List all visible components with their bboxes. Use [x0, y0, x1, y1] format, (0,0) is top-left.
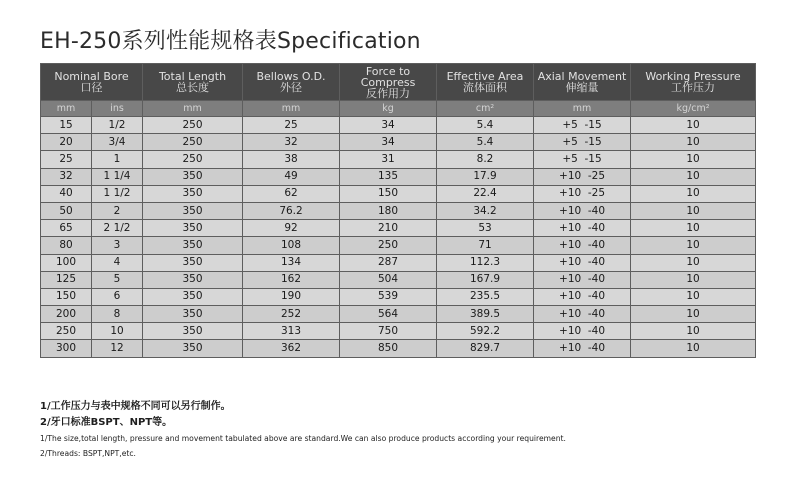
- table-cell: 10: [631, 340, 756, 357]
- table-cell: 350: [143, 271, 243, 288]
- unit-cell: kg: [340, 101, 437, 117]
- table-cell: 10: [631, 306, 756, 323]
- units-row: [41, 101, 756, 117]
- table-cell: 829.7: [437, 340, 534, 357]
- table-cell: +10 -25: [534, 185, 631, 202]
- note-line: 1/工作压力与表中规格不同可以另行制作。: [40, 401, 231, 412]
- page-title: EH-250系列性能规格表Specification: [40, 29, 421, 54]
- table-row: [41, 134, 756, 151]
- table-cell: 250: [340, 237, 437, 254]
- table-cell: 10: [631, 237, 756, 254]
- table-cell: +10 -40: [534, 202, 631, 219]
- table-row: [41, 237, 756, 254]
- table-cell: 389.5: [437, 306, 534, 323]
- table-cell: 200: [41, 306, 92, 323]
- table-cell: 350: [143, 168, 243, 185]
- table-cell: 1 1/4: [92, 168, 143, 185]
- table-cell: 12: [92, 340, 143, 357]
- table-row: [41, 220, 756, 237]
- table-cell: 1 1/2: [92, 185, 143, 202]
- table-cell: +10 -40: [534, 254, 631, 271]
- header-label-en: Total Length: [158, 70, 227, 83]
- table-row: [41, 288, 756, 305]
- table-cell: 2 1/2: [92, 220, 143, 237]
- table-cell: 10: [631, 202, 756, 219]
- table-cell: 10: [631, 168, 756, 185]
- table-cell: 53: [437, 220, 534, 237]
- header-label-en: Bellows O.D.: [256, 70, 326, 83]
- table-cell: 34: [340, 134, 437, 151]
- table-cell: 8: [92, 306, 143, 323]
- table-cell: 15: [41, 117, 92, 134]
- table-row: [41, 340, 756, 357]
- table-row: [41, 271, 756, 288]
- unit-cell: cm²: [437, 101, 534, 117]
- table-cell: 76.2: [243, 202, 340, 219]
- table-cell: 5.4: [437, 134, 534, 151]
- header-label-en: Force to Compress: [360, 64, 416, 89]
- table-body: [41, 117, 756, 358]
- table-row: [41, 168, 756, 185]
- table-row: [41, 254, 756, 271]
- table-cell: +10 -40: [534, 340, 631, 357]
- header-label-cn: 反作用力: [366, 86, 411, 100]
- table-cell: 150: [340, 185, 437, 202]
- table-cell: 32: [243, 134, 340, 151]
- notes-chinese: [40, 399, 231, 431]
- table-row: [41, 185, 756, 202]
- table-cell: 50: [41, 202, 92, 219]
- table-cell: 34: [340, 117, 437, 134]
- table-cell: 350: [143, 237, 243, 254]
- table-cell: 10: [631, 151, 756, 168]
- note-line: 2/牙口标准BSPT、NPT等。: [40, 417, 173, 428]
- table-cell: 31: [340, 151, 437, 168]
- table-cell: 5.4: [437, 117, 534, 134]
- table-row: [41, 306, 756, 323]
- unit-cell: mm: [534, 101, 631, 117]
- unit-cell: mm: [41, 101, 92, 117]
- table-cell: 210: [340, 220, 437, 237]
- table-cell: +10 -40: [534, 306, 631, 323]
- table-cell: 167.9: [437, 271, 534, 288]
- table-cell: 350: [143, 323, 243, 340]
- table-cell: 40: [41, 185, 92, 202]
- table-cell: 25: [243, 117, 340, 134]
- table-cell: 252: [243, 306, 340, 323]
- table-cell: 25: [41, 151, 92, 168]
- table-cell: 134: [243, 254, 340, 271]
- table-cell: 135: [340, 168, 437, 185]
- table-cell: +10 -25: [534, 168, 631, 185]
- table-row: [41, 323, 756, 340]
- header-nominal-bore: [41, 64, 143, 101]
- table-cell: 250: [143, 134, 243, 151]
- table-cell: 300: [41, 340, 92, 357]
- header-label-cn: 外径: [280, 81, 303, 94]
- header-label-cn: 总长度: [176, 81, 210, 94]
- table-cell: 108: [243, 237, 340, 254]
- table-cell: 65: [41, 220, 92, 237]
- table-cell: 100: [41, 254, 92, 271]
- header-working-pressure: [631, 64, 756, 101]
- table-cell: 350: [143, 288, 243, 305]
- table-cell: 350: [143, 254, 243, 271]
- table-cell: 125: [41, 271, 92, 288]
- table-cell: 539: [340, 288, 437, 305]
- table-cell: 3: [92, 237, 143, 254]
- table-cell: +5 -15: [534, 117, 631, 134]
- table-row: [41, 117, 756, 134]
- table-cell: 287: [340, 254, 437, 271]
- header-label-en: Nominal Bore: [54, 70, 129, 83]
- header-bellows-od: [243, 64, 340, 101]
- table-cell: 10: [631, 323, 756, 340]
- unit-cell: ins: [92, 101, 143, 117]
- table-cell: 504: [340, 271, 437, 288]
- table-cell: +10 -40: [534, 288, 631, 305]
- table-cell: 350: [143, 340, 243, 357]
- table-cell: 3/4: [92, 134, 143, 151]
- unit-cell: kg/cm²: [631, 101, 756, 117]
- table-cell: 180: [340, 202, 437, 219]
- header-force-to-compress: [340, 64, 437, 101]
- table-cell: 10: [631, 134, 756, 151]
- table-cell: +10 -40: [534, 271, 631, 288]
- table-cell: 62: [243, 185, 340, 202]
- table-cell: 10: [92, 323, 143, 340]
- table-cell: 162: [243, 271, 340, 288]
- table-cell: 362: [243, 340, 340, 357]
- table-row: [41, 151, 756, 168]
- table-cell: 1: [92, 151, 143, 168]
- table-cell: 5: [92, 271, 143, 288]
- table-cell: 38: [243, 151, 340, 168]
- table-cell: 34.2: [437, 202, 534, 219]
- table-cell: 20: [41, 134, 92, 151]
- notes-english: [40, 431, 566, 461]
- table-cell: +5 -15: [534, 151, 631, 168]
- header-label-en: Effective Area: [446, 70, 524, 83]
- table-cell: 564: [340, 306, 437, 323]
- header-label-en: Working Pressure: [645, 70, 741, 83]
- table-cell: 1/2: [92, 117, 143, 134]
- table-cell: 22.4: [437, 185, 534, 202]
- table-cell: 250: [41, 323, 92, 340]
- table-cell: 8.2: [437, 151, 534, 168]
- table-cell: 112.3: [437, 254, 534, 271]
- table-cell: 150: [41, 288, 92, 305]
- table-cell: 10: [631, 288, 756, 305]
- table-cell: 17.9: [437, 168, 534, 185]
- table-cell: +10 -40: [534, 323, 631, 340]
- header-total-length: [143, 64, 243, 101]
- header-effective-area: [437, 64, 534, 101]
- table-cell: 92: [243, 220, 340, 237]
- unit-cell: mm: [143, 101, 243, 117]
- header-label-cn: 口径: [80, 81, 103, 94]
- note-line: 2/Threads: BSPT,NPT,etc.: [40, 449, 136, 458]
- table-cell: 313: [243, 323, 340, 340]
- header-axial-movement: [534, 64, 631, 101]
- table-cell: +10 -40: [534, 237, 631, 254]
- table-cell: 71: [437, 237, 534, 254]
- unit-cell: mm: [243, 101, 340, 117]
- table-cell: 10: [631, 271, 756, 288]
- table-cell: 10: [631, 254, 756, 271]
- table-cell: 4: [92, 254, 143, 271]
- specification-table: [40, 63, 756, 358]
- table-cell: 850: [340, 340, 437, 357]
- table-cell: 350: [143, 185, 243, 202]
- table-row: [41, 202, 756, 219]
- table-cell: 350: [143, 202, 243, 219]
- table-cell: 32: [41, 168, 92, 185]
- table-cell: 350: [143, 220, 243, 237]
- table-cell: 250: [143, 117, 243, 134]
- table-cell: 750: [340, 323, 437, 340]
- table-cell: 2: [92, 202, 143, 219]
- table-cell: 49: [243, 168, 340, 185]
- table-cell: +5 -15: [534, 134, 631, 151]
- note-line: 1/The size,total length, pressure and movement tabulated above are standard.We can also produce products according your requirement.: [40, 434, 566, 443]
- table-cell: 235.5: [437, 288, 534, 305]
- table-cell: 6: [92, 288, 143, 305]
- table-cell: 250: [143, 151, 243, 168]
- header-label-cn: 流体面积: [463, 81, 508, 94]
- header-label-cn: 伸缩量: [565, 81, 599, 94]
- table-cell: 592.2: [437, 323, 534, 340]
- table-cell: +10 -40: [534, 220, 631, 237]
- header-label-en: Axial Movement: [537, 70, 627, 83]
- table-cell: 10: [631, 117, 756, 134]
- table-cell: 80: [41, 237, 92, 254]
- header-row: [41, 64, 756, 101]
- table-cell: 350: [143, 306, 243, 323]
- table-cell: 10: [631, 185, 756, 202]
- table-cell: 10: [631, 220, 756, 237]
- table-cell: 190: [243, 288, 340, 305]
- header-label-cn: 工作压力: [671, 81, 716, 94]
